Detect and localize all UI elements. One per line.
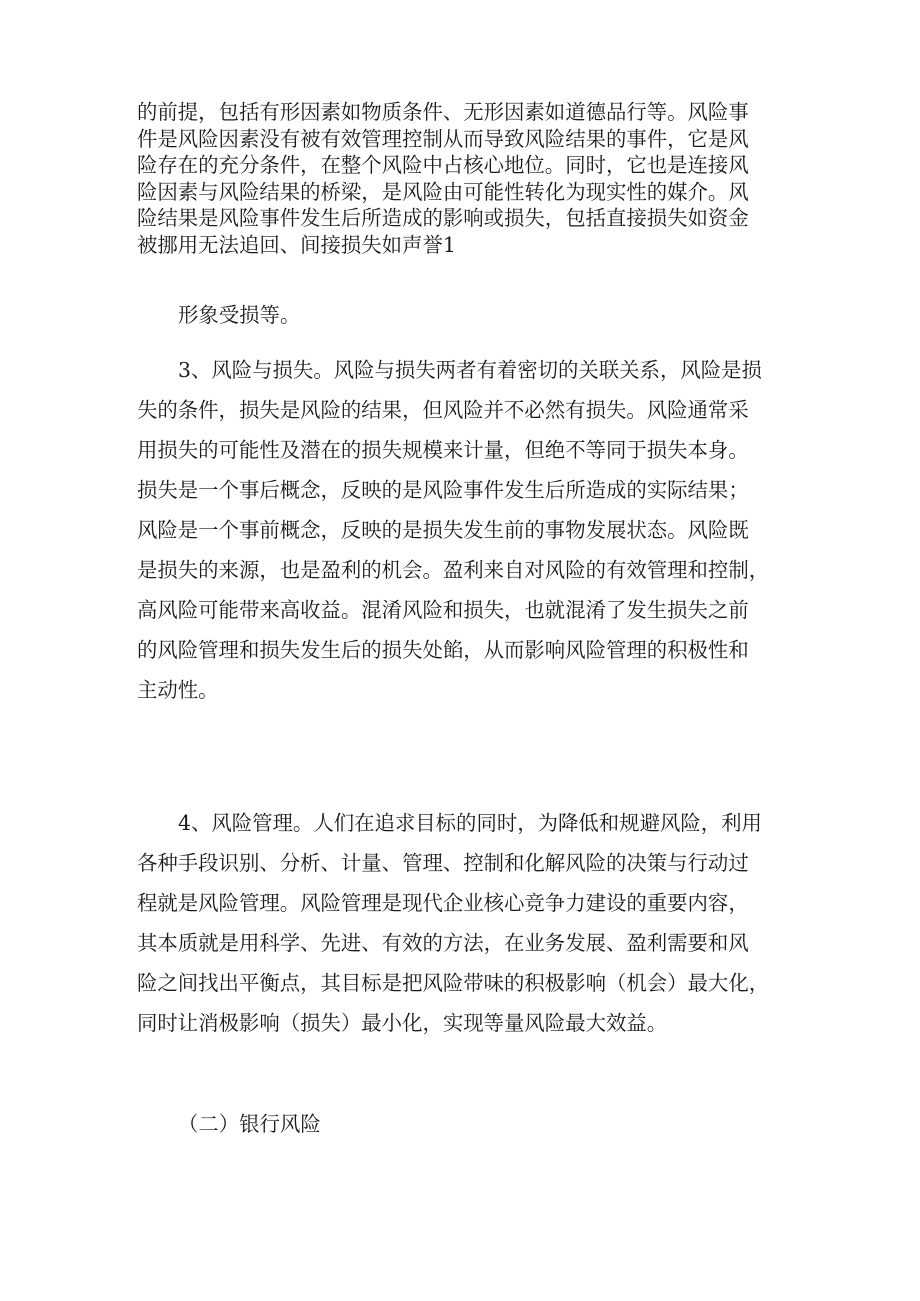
text-line: 的风险管理和损失发生后的损失处餡，从而影响风险管理的积极性和 bbox=[137, 638, 749, 662]
text-line: 4、风险管理。人们在追求目标的同时，为降低和规避风险，利用 bbox=[178, 811, 762, 835]
paragraph-continuation bbox=[137, 295, 838, 335]
text-line: 同时让消极影响（损失）最小化，实现等量风险最大效益。 bbox=[137, 1011, 668, 1035]
text-line: 险之间找出平衡点，其目标是把风险带味的积极影响（机会）最大化， bbox=[137, 971, 770, 995]
text-line: 其本质就是用科学、先进、有效的方法，在业务发展、盈利需要和风 bbox=[137, 931, 749, 955]
text-line: 风险是一个事前概念，反映的是损失发生前的事物发展状态。风险既 bbox=[137, 518, 749, 542]
text-line: 是损失的来源，也是盈利的机会。盈利来自对风险的有效管理和控制， bbox=[137, 558, 770, 582]
text-line: 险因素与风险结果的桥梁，是风险由可能性转化为现实性的媒介。风 bbox=[137, 179, 749, 204]
text-line: 3、风险与损失。风险与损失两者有着密切的关联关系，风险是损 bbox=[178, 358, 762, 382]
text-line: 的前提，包括有形因素如物质条件、无形因素如道德品行等。风险事 bbox=[137, 100, 749, 124]
text-line: 用损失的可能性及潜在的损失规模来计量，但绝不等同于损失本身。 bbox=[137, 438, 749, 462]
text-line: 各种手段识别、分析、计量、管理、控制和化解风险的决策与行动过 bbox=[137, 851, 749, 875]
section-heading: （二）银行风险 bbox=[178, 1112, 321, 1136]
text-line: 险结果是风险事件发生后所造成的影响或损失，包括直接损失如资金 bbox=[137, 206, 749, 231]
text-line: 形象受损等。 bbox=[178, 303, 301, 327]
paragraph-risk-management bbox=[137, 803, 797, 1043]
text-line: 险存在的充分条件，在整个风险中占核心地位。同时，它也是连接风 bbox=[137, 153, 749, 178]
paragraph-risk-and-loss bbox=[137, 350, 797, 710]
text-line: 件是风险因素没有被有效管理控制从而导致风险结果的事件，它是风 bbox=[137, 126, 749, 151]
text-line: 失的条件，损失是风险的结果，但风险并不必然有损失。风险通常采 bbox=[137, 398, 749, 422]
text-line: 损失是一个事后概念，反映的是风险事件发生后所造成的实际结果； bbox=[137, 478, 749, 502]
text-line: 程就是风险管理。风险管理是现代企业核心竞争力建设的重要内容， bbox=[137, 891, 749, 915]
text-line: 主动性。 bbox=[137, 678, 219, 702]
text-line: 被挪用无法追回、间接损失如声誉1 bbox=[137, 232, 456, 257]
text-line: 高风险可能带来高收益。混淆风险和损失，也就混淆了发生损失之前 bbox=[137, 598, 749, 622]
paragraph-risk-elements bbox=[137, 99, 797, 259]
